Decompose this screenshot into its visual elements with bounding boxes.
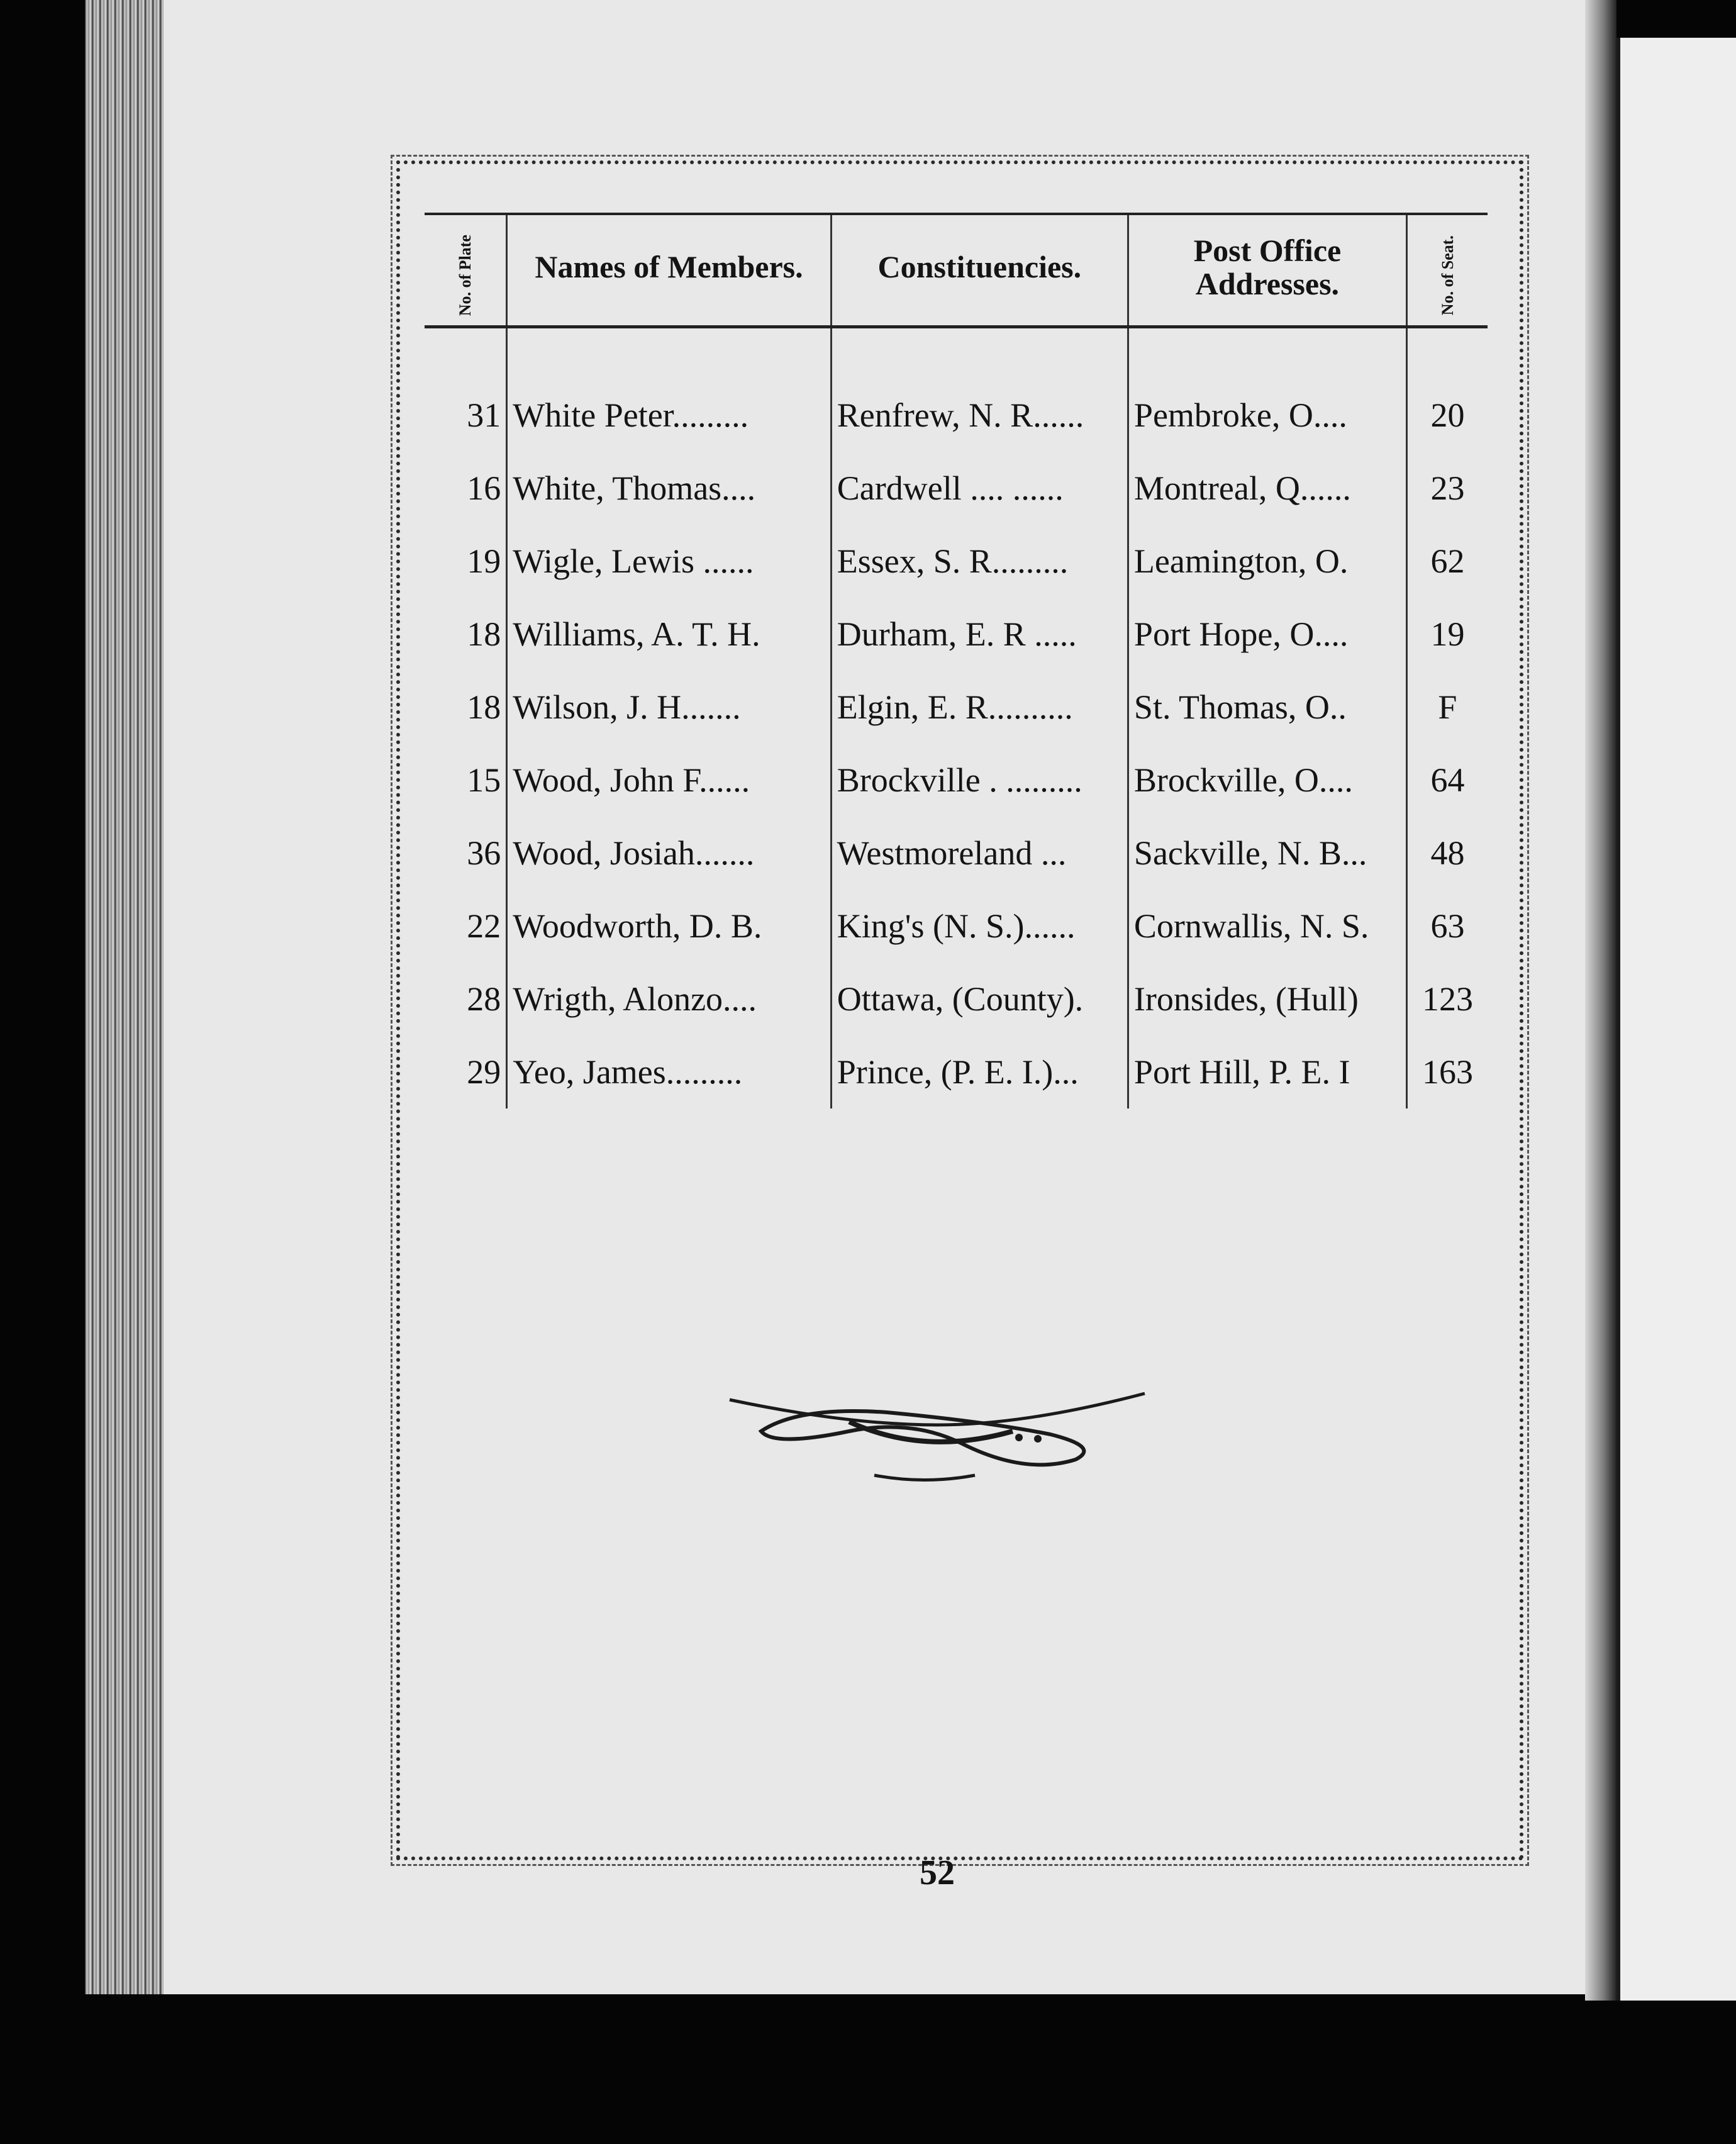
constituency: Brockville . ......... — [831, 744, 1128, 817]
member-name: Yeo, James......... — [507, 1036, 832, 1108]
constituency: Westmoreland ... — [831, 817, 1128, 890]
constituency: Durham, E. R ..... — [831, 598, 1128, 671]
post-office-address: Ironsides, (Hull) — [1128, 963, 1406, 1036]
header-constituencies: Constituencies. — [831, 214, 1128, 327]
table-row — [425, 744, 1488, 817]
post-office-address: Cornwallis, N. S. — [1128, 890, 1406, 963]
constituency: King's (N. S.)...... — [831, 890, 1128, 963]
page-number: 52 — [920, 1853, 955, 1892]
member-name: White, Thomas.... — [507, 452, 832, 525]
header-post-office: Post Office Addresses. — [1128, 214, 1406, 327]
header-plate-label: No. of Plate — [455, 235, 474, 316]
post-office-address: Pembroke, O.... — [1128, 327, 1406, 452]
plate-number: 36 — [467, 834, 501, 872]
spine-shadow — [1585, 0, 1616, 2001]
header-seat — [1406, 214, 1488, 327]
member-name: Woodworth, D. B. — [507, 890, 832, 963]
constituency: Elgin, E. R.......... — [831, 671, 1128, 744]
members-table — [425, 213, 1488, 1108]
plate-number: 16 — [467, 469, 501, 507]
table-row — [425, 1036, 1488, 1108]
plate-number: 28 — [467, 980, 501, 1018]
plate-number: 31 — [467, 396, 501, 434]
constituency: Ottawa, (County). — [831, 963, 1128, 1036]
post-office-address: Montreal, Q...... — [1128, 452, 1406, 525]
constituency: Essex, S. R......... — [831, 525, 1128, 598]
flourish-ornament — [723, 1387, 1151, 1488]
post-office-address: Port Hope, O.... — [1128, 598, 1406, 671]
seat-number: F — [1406, 671, 1488, 744]
post-office-address: Brockville, O.... — [1128, 744, 1406, 817]
seat-number: 23 — [1406, 452, 1488, 525]
post-office-address: St. Thomas, O.. — [1128, 671, 1406, 744]
seat-number: 163 — [1406, 1036, 1488, 1108]
seat-number: 48 — [1406, 817, 1488, 890]
plate-number: 22 — [467, 907, 501, 945]
table-row — [425, 525, 1488, 598]
table-row — [425, 817, 1488, 890]
post-office-address: Sackville, N. B... — [1128, 817, 1406, 890]
constituency: Prince, (P. E. I.)... — [831, 1036, 1128, 1108]
seat-number: 64 — [1406, 744, 1488, 817]
table-body — [425, 327, 1488, 1109]
seat-number: 20 — [1406, 327, 1488, 452]
seat-number: 62 — [1406, 525, 1488, 598]
seat-number: 19 — [1406, 598, 1488, 671]
seat-number: 63 — [1406, 890, 1488, 963]
plate-number: 18 — [467, 688, 501, 726]
member-name: Wrigth, Alonzo.... — [507, 963, 832, 1036]
facing-page-edge — [1616, 38, 1736, 2001]
member-name: White Peter......... — [507, 327, 832, 452]
plate-number: 19 — [467, 542, 501, 580]
table-row — [425, 963, 1488, 1036]
header-row — [425, 214, 1488, 327]
plate-number: 15 — [467, 761, 501, 799]
header-plate — [425, 214, 507, 327]
member-name: Williams, A. T. H. — [507, 598, 832, 671]
table-row — [425, 327, 1488, 452]
member-name: Wood, Josiah....... — [507, 817, 832, 890]
table-row — [425, 598, 1488, 671]
header-names: Names of Members. — [507, 214, 832, 327]
constituency: Renfrew, N. R...... — [831, 327, 1128, 452]
seat-number: 123 — [1406, 963, 1488, 1036]
header-seat-label: No. of Seat. — [1438, 235, 1457, 316]
table-row — [425, 452, 1488, 525]
plate-number: 29 — [467, 1053, 501, 1091]
table-header — [425, 214, 1488, 327]
constituency: Cardwell .... ...... — [831, 452, 1128, 525]
member-name: Wilson, J. H....... — [507, 671, 832, 744]
post-office-address: Leamington, O. — [1128, 525, 1406, 598]
table-row — [425, 671, 1488, 744]
member-name: Wood, John F...... — [507, 744, 832, 817]
member-name: Wigle, Lewis ...... — [507, 525, 832, 598]
table-row — [425, 890, 1488, 963]
post-office-address: Port Hill, P. E. I — [1128, 1036, 1406, 1108]
plate-number: 18 — [467, 615, 501, 653]
